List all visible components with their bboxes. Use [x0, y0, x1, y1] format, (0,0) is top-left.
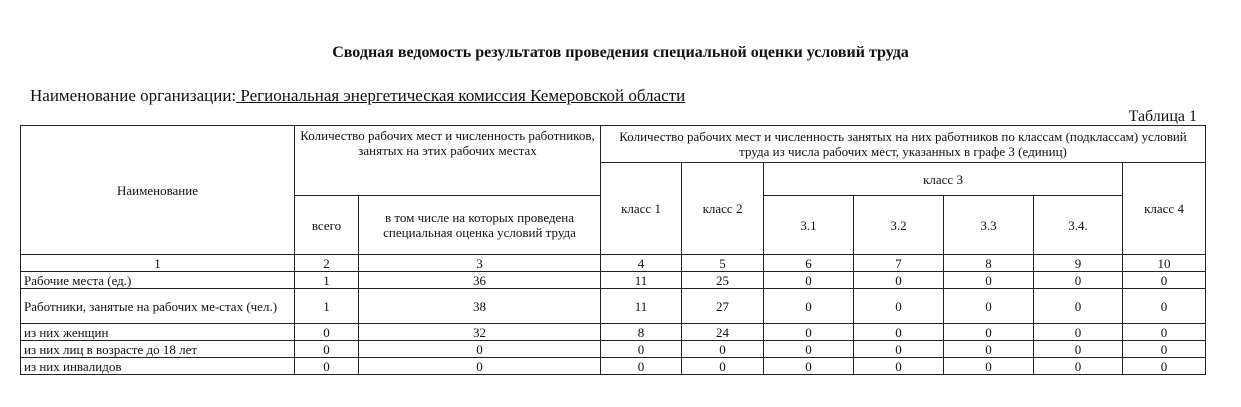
- header-sub-3-1: 3.1: [764, 196, 854, 255]
- cell-value: 0: [764, 289, 854, 324]
- cell-value: 24: [682, 324, 764, 341]
- cell-value: 0: [601, 358, 682, 375]
- row-label: из них инвалидов: [21, 358, 295, 375]
- column-number: 3: [359, 255, 601, 272]
- cell-value: 1: [295, 289, 359, 324]
- header-class4: класс 4: [1123, 163, 1206, 255]
- organization-value: Региональная энергетическая комиссия Кемеровской области: [236, 86, 686, 105]
- column-number-row: [21, 255, 1206, 272]
- cell-value: 0: [854, 358, 944, 375]
- cell-value: 36: [359, 272, 601, 289]
- column-number: 7: [854, 255, 944, 272]
- cell-value: 0: [764, 341, 854, 358]
- header-assessed: в том числе на которых проведена специальная оценка условий труда: [359, 196, 601, 255]
- document-title: Сводная ведомость результатов проведения специальной оценки условий труда: [332, 44, 909, 61]
- cell-value: 0: [1034, 324, 1123, 341]
- header-sub-3-4: 3.4.: [1034, 196, 1123, 255]
- cell-value: 0: [1034, 289, 1123, 324]
- cell-value: 0: [854, 272, 944, 289]
- row-label: Рабочие места (ед.): [21, 272, 295, 289]
- cell-value: 0: [1123, 324, 1206, 341]
- header-sub-3-2: 3.2: [854, 196, 944, 255]
- header-total: всего: [295, 196, 359, 255]
- cell-value: 0: [295, 358, 359, 375]
- table-row: [21, 358, 1206, 375]
- header-group-workplaces: Количество рабочих мест и численность работников, занятых на этих рабочих местах: [295, 126, 601, 196]
- cell-value: 0: [1123, 341, 1206, 358]
- cell-value: 0: [764, 272, 854, 289]
- cell-value: 0: [1034, 358, 1123, 375]
- cell-value: 0: [359, 358, 601, 375]
- header-name: Наименование: [21, 126, 295, 255]
- cell-value: 38: [359, 289, 601, 324]
- column-number: 2: [295, 255, 359, 272]
- cell-value: 0: [764, 358, 854, 375]
- cell-value: 0: [1123, 358, 1206, 375]
- table-row: [21, 289, 1206, 324]
- cell-value: 0: [1034, 341, 1123, 358]
- cell-value: 11: [601, 289, 682, 324]
- column-number: 5: [682, 255, 764, 272]
- column-number: 1: [21, 255, 295, 272]
- cell-value: 11: [601, 272, 682, 289]
- cell-value: 32: [359, 324, 601, 341]
- header-class2: класс 2: [682, 163, 764, 255]
- summary-table: [20, 125, 1206, 375]
- column-number: 10: [1123, 255, 1206, 272]
- column-number: 4: [601, 255, 682, 272]
- organization-line: [30, 86, 685, 106]
- column-number: 8: [944, 255, 1034, 272]
- table-row: [21, 341, 1206, 358]
- cell-value: 0: [944, 341, 1034, 358]
- header-class1: класс 1: [601, 163, 682, 255]
- table-row: [21, 272, 1206, 289]
- row-label: из них лиц в возрасте до 18 лет: [21, 341, 295, 358]
- cell-value: 0: [601, 341, 682, 358]
- row-label: Работники, занятые на рабочих ме-стах (чел.): [21, 289, 295, 324]
- cell-value: 0: [682, 341, 764, 358]
- cell-value: 25: [682, 272, 764, 289]
- cell-value: 0: [295, 324, 359, 341]
- header-sub-3-3: 3.3: [944, 196, 1034, 255]
- cell-value: 27: [682, 289, 764, 324]
- cell-value: 0: [1034, 272, 1123, 289]
- cell-value: 0: [944, 324, 1034, 341]
- cell-value: 0: [682, 358, 764, 375]
- cell-value: 8: [601, 324, 682, 341]
- cell-value: 1: [295, 272, 359, 289]
- cell-value: 0: [854, 289, 944, 324]
- column-number: 6: [764, 255, 854, 272]
- cell-value: 0: [764, 324, 854, 341]
- cell-value: 0: [944, 289, 1034, 324]
- column-number: 9: [1034, 255, 1123, 272]
- row-label: из них женщин: [21, 324, 295, 341]
- cell-value: 0: [944, 358, 1034, 375]
- cell-value: 0: [1123, 272, 1206, 289]
- cell-value: 0: [944, 272, 1034, 289]
- cell-value: 0: [854, 341, 944, 358]
- organization-label: Наименование организации:: [30, 86, 237, 105]
- table-row: [21, 324, 1206, 341]
- table-number: Таблица 1: [1128, 108, 1197, 125]
- cell-value: 0: [359, 341, 601, 358]
- cell-value: 0: [854, 324, 944, 341]
- cell-value: 0: [1123, 289, 1206, 324]
- header-group-classes: Количество рабочих мест и численность занятых на них работников по классам (подклассам) условий труда из числа рабочих мест, указанных в графе 3 (единиц): [601, 126, 1206, 163]
- header-class3: класс 3: [764, 163, 1123, 196]
- cell-value: 0: [295, 341, 359, 358]
